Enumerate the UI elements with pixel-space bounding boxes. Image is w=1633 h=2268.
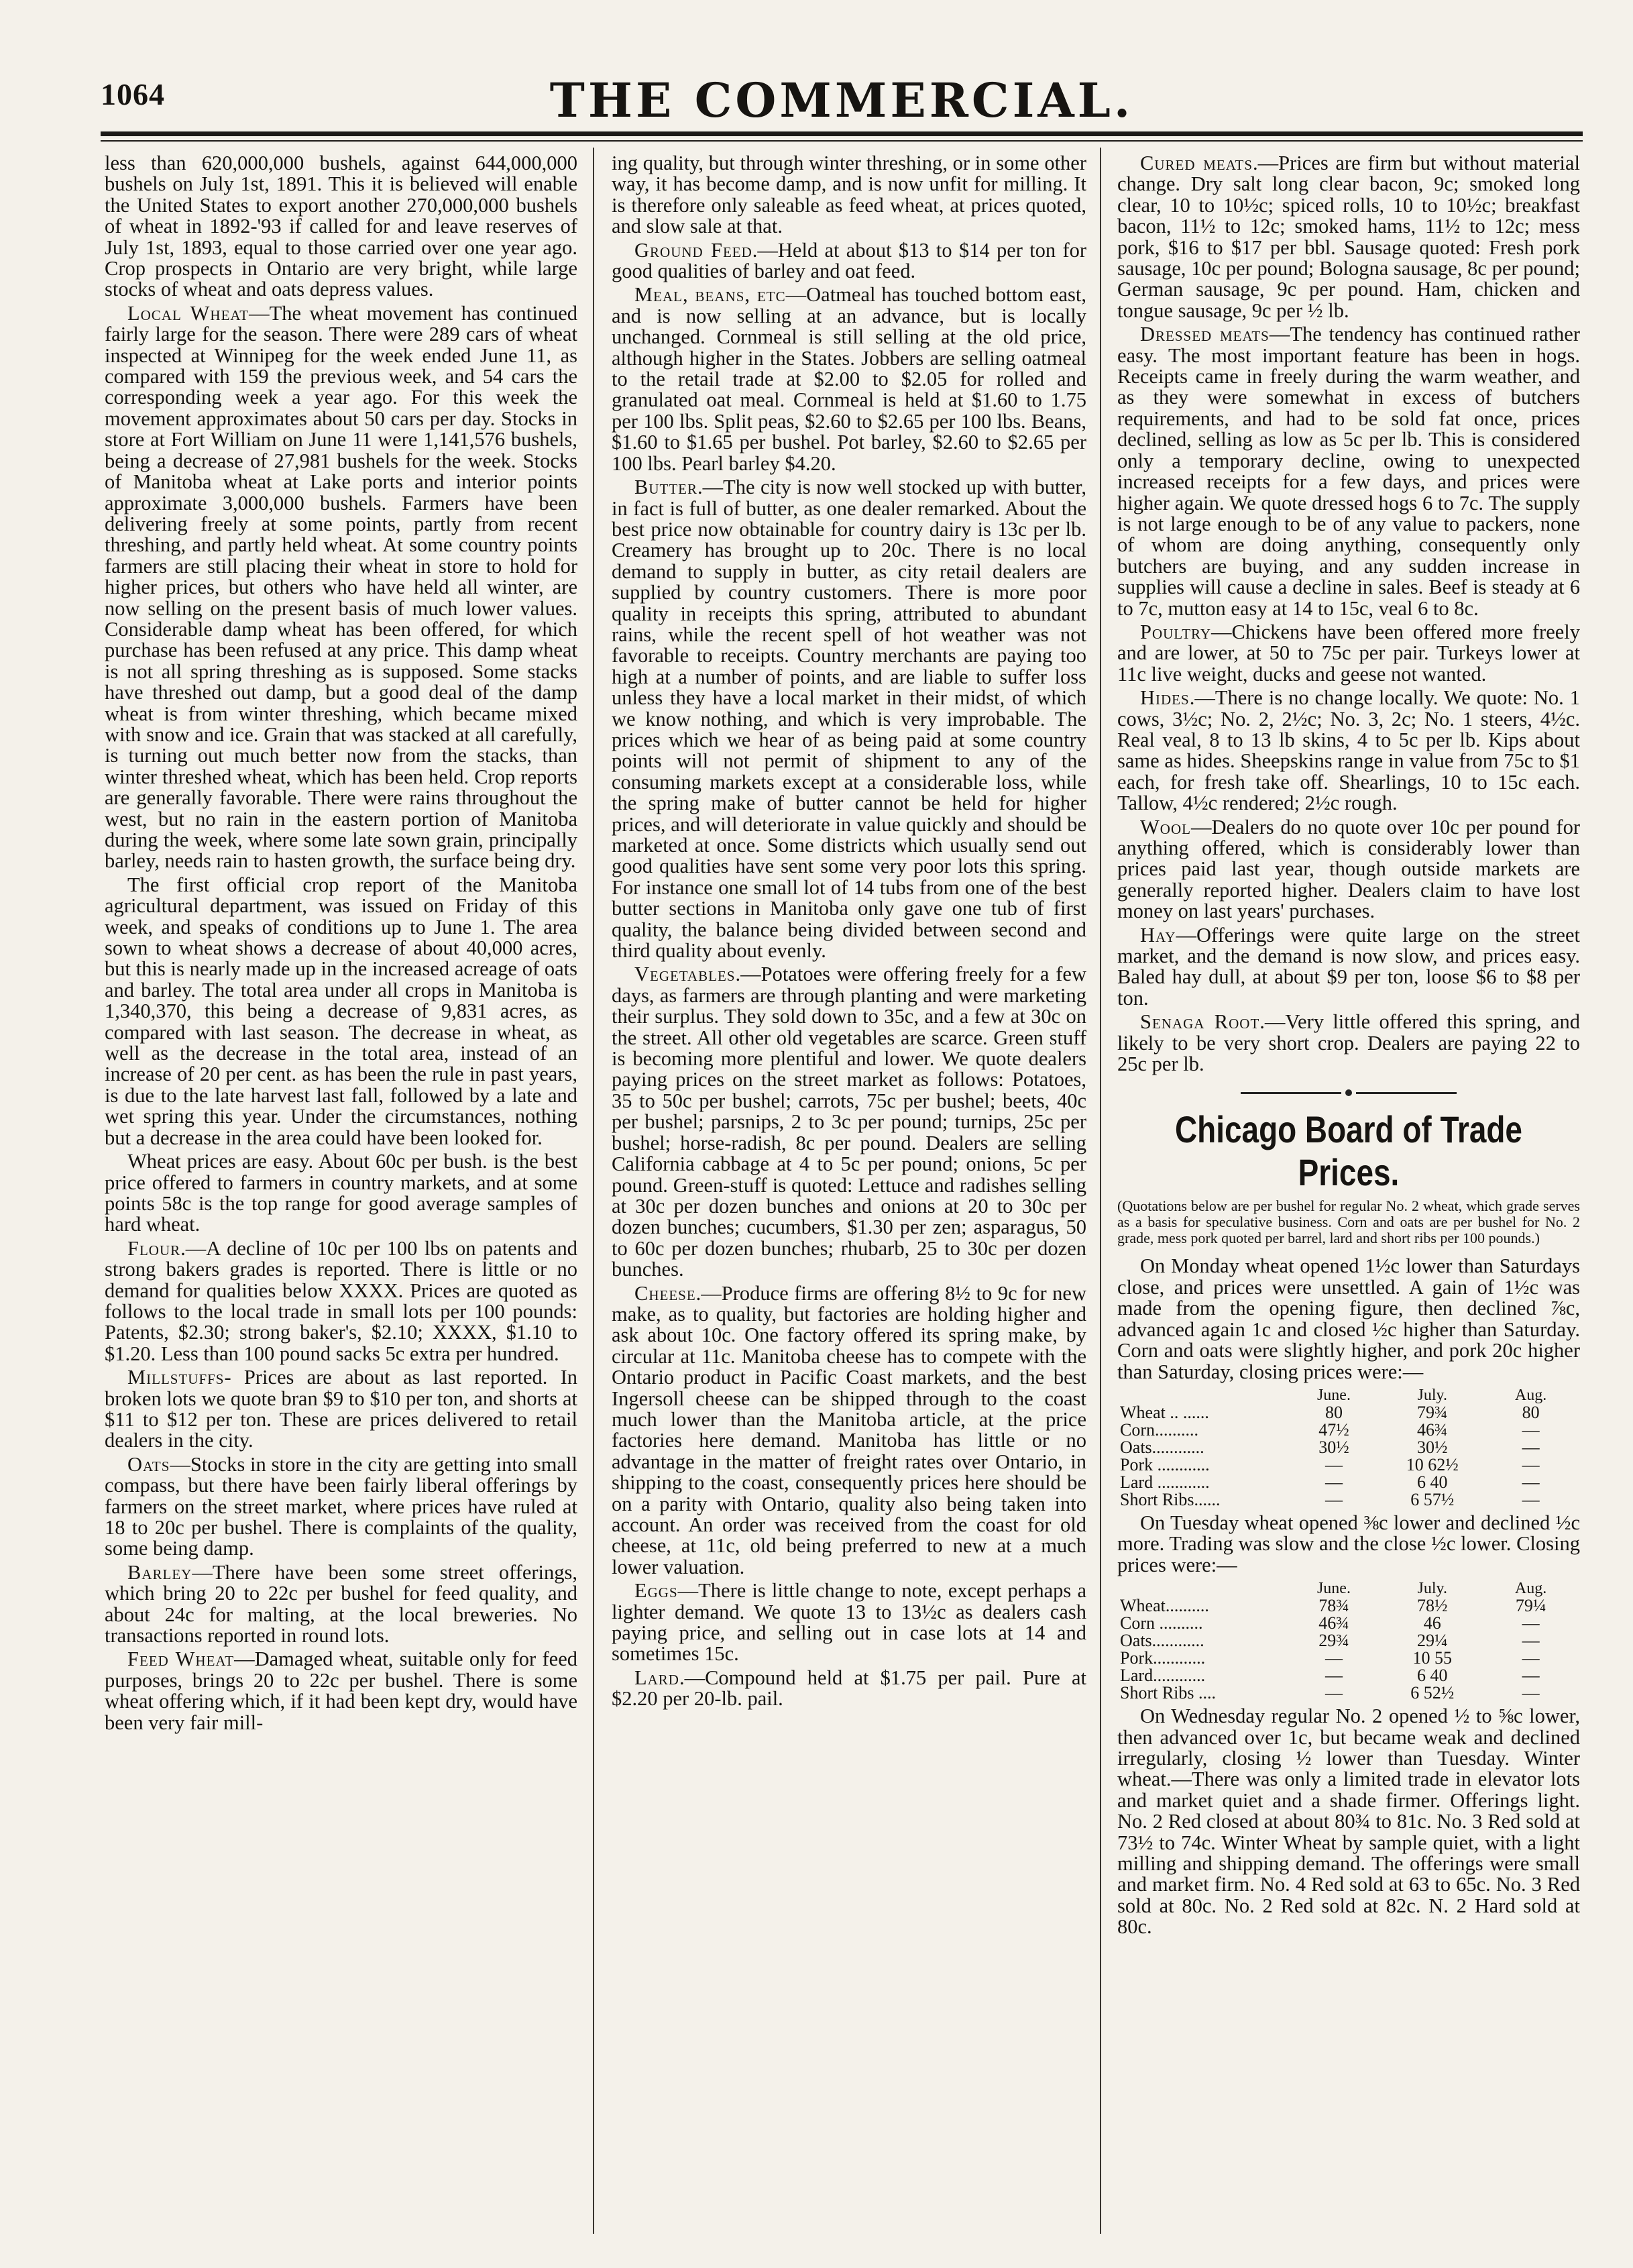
table-header-cell: Aug. [1514, 1386, 1547, 1404]
article-paragraph [105, 1649, 577, 1733]
article-text: —Dealers do no quote over 10c per pound for anything offered, which is considerably lower than prices paid last year, though outside markets are generally reported higher. Dealers claim to have lost money on last years' purchases. [1117, 815, 1580, 923]
table-header-cell: June. [1316, 1386, 1351, 1404]
column-divider [1100, 148, 1101, 2234]
table-cell: 6 52½ [1410, 1683, 1455, 1703]
article-paragraph [105, 875, 577, 1148]
table-cell: Pork ............ [1120, 1454, 1210, 1474]
table-cell: — [1522, 1472, 1540, 1492]
table-cell: — [1522, 1454, 1540, 1474]
table-cell: 47½ [1318, 1419, 1349, 1440]
table-cell: Lard ............ [1120, 1472, 1210, 1492]
article-paragraph [612, 153, 1086, 237]
article-text: ing quality, but through winter threshing, or in some other way, it has become damp, and is now unfit for milling. It is therefore only saleable as feed wheat, at prices quoted, and slow sale at that. [612, 153, 1086, 238]
table-cell: — [1325, 1683, 1343, 1703]
article-heading: Hides [1140, 686, 1190, 710]
article-heading: Ground Feed [634, 238, 752, 262]
article-paragraph [612, 284, 1086, 474]
article-text: —There is little change to note, except perhaps a lighter demand. We quote 13 to 13½c as dealers cash paying price, and selling out in case lots at 14 and sometimes 15c. [612, 1579, 1086, 1666]
article-text: .—The city is now well stocked up with butter, in fact is full of butter, as one dealer remarked. About the best price now obtainable for country dairy is 13c per lb. Creamery has brought up to 20c. There is no local demand to supply in butter, as city retail dealers are supplied by country customers. There is more poor quality in receipts this spring, attributed to abundant rains, while the recent spell of hot weather was not favorable to receipts. Country merchants are paying too high at a number of points, and are liable to suffer loss unless they have a local market in their midst, of which we know nothing, and which is very improbable. The prices which we hear of as being paid at some country points will not permit of shipment to any of the consuming markets except at a considerable loss, while the spring make of butter cannot be held for higher prices, and will deteriorate in value quickly and should be marketed at once. Some districts which usually send out good qualities have sent some very poor lots this spring. For instance one small lot of 14 tubs from one of the best butter sections in Manitoba only gave one tub of first quality, the balance being divided between second and third quality about evenly. [612, 476, 1086, 963]
table-cell: — [1522, 1419, 1540, 1440]
article-heading: Cured meats [1140, 153, 1253, 174]
column-3 [1117, 153, 1580, 2232]
article-heading: Feed Wheat [127, 1648, 235, 1671]
chicago-title: Chicago Board of Trade Prices. [1175, 1108, 1522, 1194]
table-row [1117, 1491, 1580, 1509]
table-row [1117, 1650, 1580, 1667]
article-heading: Local Wheat [127, 301, 249, 325]
table-cell: Wheat.......... [1120, 1596, 1209, 1616]
table-cell: 79¼ [1515, 1596, 1546, 1616]
table-row [1117, 1684, 1580, 1702]
article-heading: Butter [634, 476, 697, 499]
header-rule-thin [101, 140, 1583, 142]
article-text: .—Compound held at $1.75 per pail. Pure at $2.20 per 20-lb. pail. [612, 1666, 1086, 1711]
section-separator [1117, 1089, 1580, 1096]
table-cell: — [1522, 1648, 1540, 1668]
article-heading: Vegetables [634, 963, 736, 986]
table-cell: — [1522, 1437, 1540, 1457]
table-cell: 78¾ [1318, 1596, 1349, 1616]
article-text: —Offerings were quite large on the street market, and the demand is now slow, and prices easy. Baled hay dull, at about $9 per ton, loose $6 to $8 per ton. [1117, 923, 1580, 1010]
table-cell: — [1522, 1683, 1540, 1703]
article-paragraph [105, 1151, 577, 1236]
table-cell: Wheat .. ...... [1120, 1402, 1209, 1422]
table-cell: 29¼ [1417, 1631, 1448, 1651]
wednesday-report: On Wednesday regular No. 2 opened ½ to ⅝c lower, then advanced over 1c, but became weak and declined irregularly, closing ½ lower than Tuesday. Winter wheat.—There was only a limited trade in elevator lots and market quiet and a shade firmer. Offerings light. No. 2 Red closed at about 80¾ to 81c. No. 3 Red sold at 73½ to 74c. Winter Wheat by sample quiet, with a light milling and shipping demand. The offerings were small and market firm. No. 4 Red sold at 63 to 65c. No. 3 Red sold at 80c. No. 2 Red sold at 82c. N. 2 Hard sold at 80c. [1117, 1705, 1580, 1939]
monday-report: On Monday wheat opened 1½c lower than Saturdays close, and prices were unsettled. A gain of 1½c was made from the opening figure, then declined ⅞c, advanced again 1c and closed ½c higher than Saturday. Corn and oats were slightly higher, and pork 20c higher than Saturday, closing prices were:— [1117, 1254, 1580, 1383]
table-row [1117, 1439, 1580, 1456]
article-heading: Wool [1140, 815, 1191, 839]
article-text: .—Very little offered this spring, and likely to be very short crop. Dealers are paying 22 to 25c per lb. [1117, 1010, 1580, 1076]
table-cell: — [1325, 1666, 1343, 1686]
table-cell: 46¾ [1318, 1613, 1349, 1633]
article-text: .—Prices are firm but without material change. Dry salt long clear bacon, 9c; smoked long clear, 10 to 10½c; spiced rolls, 10 to 10½c; breakfast bacon, 11½ to 12c; smoked hams, 11½ to 12c; mess pork, $16 to $17 per bbl. Sausage quoted: Fresh pork sausage, 10c per pound; Bologna sausage, 8c per pound; German sausage, 9c per pound. Ham, chicken and tongue sausage, 9c per ½ lb. [1117, 153, 1580, 322]
table-cell: 10 62½ [1406, 1454, 1459, 1474]
tuesday-price-table [1117, 1580, 1580, 1702]
article-text: .—Held at about $13 to $14 per ton for good qualities of barley and oat feed. [612, 238, 1086, 283]
article-paragraph [612, 1668, 1086, 1710]
article-paragraph [105, 153, 577, 301]
article-heading: Senaga Root [1140, 1010, 1260, 1034]
article-paragraph [1117, 925, 1580, 1010]
article-text: .—Produce firms are offering 8½ to 9c for new make, as to quality, but factories are holding higher and ask about 10c. One factory offered its spring make, by circular at 11c. Manitoba cheese has to compete with the Ontario product in Pacific Coast markets, and the best Ingersoll cheese can be shipped through to the coast much lower than the Manitoba article, at the price factories here demand. Manitoba has little or no advantage in the matter of freight rates over Ontario, in shipping to the coast, consequently prices here should be on a parity with Ontario, quality also being taken into account. An order was received from the coast for old cheese, at 11c, old being preferred to new at a much lower valuation. [612, 1281, 1086, 1578]
table-cell: Short Ribs .... [1120, 1683, 1217, 1703]
table-cell: — [1522, 1666, 1540, 1686]
column-1 [105, 153, 577, 2232]
article-heading: Flour [127, 1236, 181, 1260]
table-cell: Short Ribs...... [1120, 1489, 1221, 1509]
table-cell: 79¾ [1417, 1402, 1448, 1422]
table-header-cell: June. [1316, 1580, 1351, 1598]
article-paragraph [1117, 153, 1580, 321]
article-heading: Oats [127, 1452, 170, 1476]
article-heading: Millstuffs [127, 1366, 225, 1389]
table-row [1117, 1615, 1580, 1632]
table-cell: 46¾ [1417, 1419, 1448, 1440]
table-row [1117, 1421, 1580, 1439]
article-heading: Eggs [634, 1579, 678, 1603]
table-header-cell: July. [1417, 1386, 1447, 1404]
article-text: Wheat prices are easy. About 60c per bush. is the best price offered to farmers in country markets, and at some points 58c is the top range for good average samples of hard wheat. [105, 1150, 577, 1236]
article-paragraph [1117, 688, 1580, 814]
article-heading: Cheese [634, 1281, 696, 1305]
tuesday-report: On Tuesday wheat opened ⅜c lower and declined ½c more. Trading was slow and the close ½c lower. Closing prices were:— [1117, 1511, 1580, 1576]
page-number: 1064 [101, 77, 165, 111]
table-cell: 29¾ [1318, 1631, 1349, 1651]
article-heading: Lard [634, 1666, 679, 1689]
article-text: .—Potatoes were offering freely for a few days, as farmers are through planting and were marketing their surplus. They sold down to 35c, and a few at 30c on the street. All other old vegetables are scarce. Green stuff is becoming more plentiful and lower. We quote dealers paying prices on the street market as follows: Potatoes, 35 to 50c per bushel; carrots, 75c per bushel; beets, 40c per bushel; parsnips, 2 to 3c per pound; turnips, 25c per bushel; horse-radish, 8c per pound. Dealers are selling California cabbage at 4 to 5c per pound; onions, 5c per pound. Green-stuff is quoted: Lettuce and radishes selling at 30c per dozen bunches and onions at 20 to 30c per dozen bunches; cucumbers, $1.30 per zen; asparagus, 50 to 60c per dozen bunches; rhubarb, 25 to 30c per dozen bunches. [612, 963, 1086, 1281]
table-row [1117, 1597, 1580, 1615]
article-text: —There have been some street offerings, which bring 20 to 22c per bushel for feed quality, and about 24c for malting, at the local breweries. No transactions reported in round lots. [105, 1560, 577, 1648]
article-paragraph [1117, 1012, 1580, 1075]
article-paragraph [105, 1454, 577, 1560]
table-cell: — [1522, 1613, 1540, 1633]
table-cell: — [1522, 1489, 1540, 1509]
monday-price-table [1117, 1387, 1580, 1509]
article-text: - Prices are about as last reported. In broken lots we quote bran $9 to $10 per ton, and shorts at $11 to $12 per ton. These are prices delivered to retail dealers in the city. [105, 1366, 577, 1452]
article-paragraph [105, 303, 577, 872]
table-cell: 6 57½ [1410, 1489, 1455, 1509]
table-cell: Lard............ [1120, 1666, 1206, 1686]
column-2 [612, 153, 1086, 2232]
table-cell: Oats............ [1120, 1437, 1204, 1457]
table-cell: 80 [1522, 1402, 1540, 1422]
table-cell: — [1325, 1489, 1343, 1509]
table-cell: Pork............ [1120, 1648, 1206, 1668]
table-cell: — [1522, 1631, 1540, 1651]
article-paragraph [612, 1283, 1086, 1578]
article-paragraph [105, 1238, 577, 1364]
table-cell: 6 40 [1417, 1472, 1448, 1492]
article-heading: Meal, beans, etc [634, 283, 786, 307]
article-text: The first official crop report of the Manitoba agricultural department, was issued on Friday of this week, and speaks of conditions up to June 1. The area sown to wheat shows a decrease of about 40,000 acres, but this is nearly made up in the increased acreage of oats and barley. The total area under all crops in Manitoba is 1,340,370, this being a decrease of 9,831 acres, as compared with last season. The decrease in wheat, as well as the decrease in the total area, instead of an increase of 20 per cent. as has been the rule in past years, is due to the late harvest last fall, followed by a late and wet spring this year. Under the circumstances, nothing but a decrease in the area could have been looked for. [105, 873, 577, 1149]
page-header [101, 72, 1583, 126]
table-header-cell [1117, 1387, 1285, 1404]
article-paragraph [105, 1562, 577, 1647]
header-rule-thick [101, 131, 1583, 136]
table-cell: 6 40 [1417, 1666, 1448, 1686]
table-cell: 80 [1325, 1402, 1343, 1422]
article-text: —Stocks in store in the city are getting into small compass, but there have been fairly liberal offerings by farmers on the street market, where prices have ruled at 18 to 20c per bushel. There is complaints of the quality, some being damp. [105, 1452, 577, 1560]
table-cell: 10 55 [1412, 1648, 1452, 1668]
table-header-cell [1117, 1580, 1285, 1597]
column-divider [593, 148, 594, 2234]
table-cell: — [1325, 1648, 1343, 1668]
article-text: —Damaged wheat, suitable only for feed purposes, brings 20 to 22c per bushel. There is some wheat offering which, if it had been kept dry, would have been very fair mill- [105, 1648, 577, 1734]
table-cell: 78½ [1417, 1596, 1448, 1616]
article-text: less than 620,000,000 bushels, against 644,000,000 bushels on July 1st, 1891. This it is believed will enable the United States to export another 270,000,000 bushels of wheat in 1892-'93 if called for and leave reserves of July 1st, 1893, equal to those carried over one year ago. Crop prospects in Ontario are very bright, while large stocks of wheat and oats depress values. [105, 153, 577, 301]
table-cell: 30½ [1318, 1437, 1349, 1457]
column-3-articles [1117, 153, 1580, 1075]
article-paragraph [612, 964, 1086, 1280]
article-paragraph [1117, 622, 1580, 685]
table-cell: Corn .......... [1120, 1613, 1203, 1633]
table-cell: Corn.......... [1120, 1419, 1198, 1440]
article-heading: Barley [127, 1560, 192, 1584]
table-cell: 46 [1423, 1613, 1441, 1633]
article-paragraph [1117, 324, 1580, 619]
table-cell: 30½ [1417, 1437, 1448, 1457]
article-text: —Chickens have been offered more freely and are lower, at 50 to 75c per pair. Turkeys lower at 11c live weight, ducks and geese not wanted. [1117, 620, 1580, 686]
table-cell: — [1325, 1454, 1343, 1474]
article-heading: Poultry [1140, 620, 1212, 643]
table-cell: Oats............ [1120, 1631, 1204, 1651]
article-text: —The wheat movement has continued fairly large for the season. There were 289 cars of wheat inspected at Winnipeg for the week ended June 11, as compared with 159 the previous week, and 54 cars the corresponding week a year ago. For this week the movement approximates about 50 cars per day. Stocks in store at Fort William on June 11 were 1,141,576 bushels, being a decrease of 27,981 bushels for the week. Stocks of Manitoba wheat at Lake ports and interior points approximate 3,000,000 bushels. Farmers have been delivering freely at some points, partly from recent threshing, and partly held wheat. At some country points farmers are still placing their wheat in store to hold for higher prices, but others who have held all winter, are now selling on the present basis of much lower values. Considerable damp wheat has been offered, for which purchase has been refused at any price. This damp wheat is not all spring threshing as is supposed. Some stacks have threshed out damp, but a good deal of the damp wheat is from winter threshing, which became mixed with snow and ice. Grain that was stacked at all carefully, is turning out much better now from the stacks, than winter threshed wheat, which has been held. Crop reports are generally favorable. There were rains throughout the west, but no rain in the eastern portion of Manitoba during the week, where some late sown grain, principally barley, needs rain to hasten growth, the surface being dry. [105, 301, 577, 873]
article-paragraph [1117, 817, 1580, 922]
table-header-cell: July. [1417, 1580, 1447, 1598]
table-header-cell: Aug. [1514, 1580, 1547, 1598]
table-row [1117, 1632, 1580, 1650]
table-row [1117, 1456, 1580, 1474]
article-heading: Dressed meats [1140, 323, 1270, 346]
article-heading: Hay [1140, 923, 1176, 947]
table-row [1117, 1474, 1580, 1491]
table-row [1117, 1667, 1580, 1684]
article-text: .—There is no change locally. We quote: No. 1 cows, 3½c; No. 2, 2½c; No. 3, 2c; No. 1 steers, 4½c. Real veal, 8 to 13 lb skins, 4 to 5c per lb. Kips about same as hides. Sheepskins range in value from 75c to $1 each, for fresh take off. Shearlings, 10 to 15c each. Tallow, 4½c rendered; 2½c rough. [1117, 686, 1580, 815]
article-text: .—A decline of 10c per 100 lbs on patents and strong bakers grades is reported. There is little or no demand for qualities below XXXX. Prices are quoted as follows to the local trade in small lots per 100 pounds: Patents, $2.30; strong baker's, $2.10; XXXX, $1.10 to $1.20. Less than 100 pound sacks 5c extra per hundred. [105, 1236, 577, 1365]
chicago-note: (Quotations below are per bushel for regular No. 2 wheat, which grade serves as a basis for speculative business. Corn and oats are per bushel for No. 2 grade, mess pork quoted per barrel, lard and short ribs per 100 pounds.) [1117, 1197, 1580, 1247]
table-row [1117, 1404, 1580, 1421]
article-paragraph [612, 240, 1086, 282]
masthead: THE COMMERCIAL. [549, 72, 1134, 128]
table-cell: — [1325, 1472, 1343, 1492]
article-paragraph [612, 477, 1086, 961]
article-paragraph [612, 1580, 1086, 1665]
article-text: —Oatmeal has touched bottom east, and is now selling at an advance, but is locally unchanged. Cornmeal is still selling at the old price, although higher in the States. Jobbers are selling oatmeal to the retail trade at $2.00 to $2.05 for rolled and granulated oat meal. Cornmeal is held at $1.60 to 1.75 per 100 lbs. Split peas, $2.60 to $2.65 per 100 lbs. Beans, $1.60 to $1.65 per bushel. Pot barley, $2.60 to $2.65 per 100 lbs. Pearl barley $4.20. [612, 283, 1086, 475]
article-text: —The tendency has continued rather easy. The most important feature has been in hogs. Receipts came in freely during the warm weather, and as they were somewhat in excess of butchers requirements, and had to be sold fat once, prices declined, selling as low as 5c per lb. This is considered only a temporary decline, owing to unexpected increased receipts for a few days, and prices were higher again. We quote dressed hogs 6 to 7c. The supply is not large enough to be of any value to packers, none of whom are doing anything, consequently only butchers are buying, and any sudden increase in supplies will cause a decline in sales. Beef is steady at 6 to 7c, mutton easy at 14 to 15c, veal 6 to 8c. [1117, 323, 1580, 620]
article-paragraph [105, 1367, 577, 1452]
